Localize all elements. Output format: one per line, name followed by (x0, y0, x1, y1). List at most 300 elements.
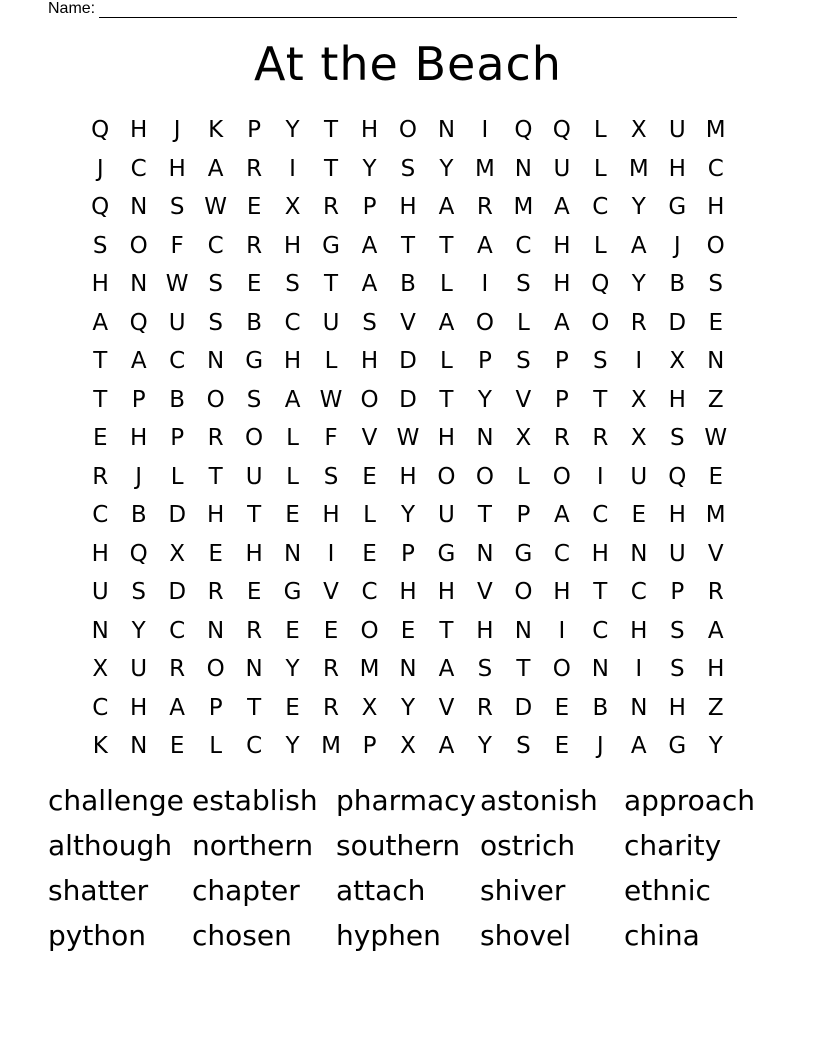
grid-letter: N (283, 540, 302, 567)
word-bank-item: southern (336, 829, 461, 862)
grid-letter: O (475, 309, 494, 336)
grid-letter: R (323, 656, 340, 683)
grid-letter: H (245, 540, 263, 567)
grid-letter: L (286, 425, 299, 452)
grid-letter: S (516, 348, 531, 375)
grid-letter: R (476, 194, 493, 221)
grid-letter: O (706, 232, 725, 259)
grid-letter: X (515, 425, 532, 452)
word-bank-item: shiver (480, 874, 566, 907)
word-bank-item: approach (624, 784, 756, 817)
grid-letter: C (130, 155, 147, 182)
grid-letter: V (477, 579, 493, 606)
grid-letter: A (630, 232, 647, 259)
grid-row (81, 612, 735, 651)
grid-letter: C (284, 309, 301, 336)
grid-letter: I (596, 463, 604, 490)
grid-letter: R (246, 232, 263, 259)
grid-letter: H (668, 386, 686, 413)
grid-letter: G (668, 733, 687, 760)
grid-letter: N (130, 733, 148, 760)
grid-letter: M (705, 117, 726, 144)
grid-letter: U (438, 502, 455, 529)
grid-row (81, 265, 735, 304)
grid-letter: S (516, 271, 531, 298)
grid-letter: N (91, 617, 109, 644)
word-bank-item: pharmacy (336, 784, 477, 817)
grid-letter: N (437, 117, 456, 144)
grid-letter: T (324, 117, 339, 144)
grid-letter: U (168, 309, 186, 336)
grid-letter: A (130, 348, 147, 375)
grid-letter: E (246, 194, 262, 221)
grid-letter: Y (708, 733, 723, 760)
grid-letter: V (438, 694, 455, 721)
grid-letter: C (515, 232, 532, 259)
grid-letter: L (363, 502, 376, 529)
grid-letter: T (247, 502, 262, 529)
grid-letter: P (554, 386, 569, 413)
page-title: At the Beach (254, 37, 562, 91)
grid-letter: A (553, 502, 570, 529)
grid-letter: H (91, 540, 109, 567)
grid-letter: Q (514, 117, 533, 144)
grid-letter: N (591, 656, 609, 683)
grid-letter: B (169, 386, 186, 413)
grid-letter: L (170, 463, 184, 490)
grid-letter: L (593, 117, 607, 144)
grid-letter: C (592, 617, 609, 644)
word-bank-item: northern (192, 829, 314, 862)
grid-letter: H (591, 540, 609, 567)
grid-row (81, 304, 735, 343)
grid-letter: N (130, 194, 148, 221)
grid-letter: N (399, 656, 417, 683)
grid-letter: B (246, 309, 262, 336)
grid-letter: A (438, 309, 455, 336)
grid-row (81, 727, 735, 766)
grid-row (81, 381, 735, 420)
grid-letter: I (558, 617, 566, 644)
grid-letter: S (362, 309, 377, 336)
grid-letter: R (207, 579, 224, 606)
grid-letter: M (513, 194, 534, 221)
grid-letter: O (552, 656, 571, 683)
grid-letter: S (208, 309, 223, 336)
grid-letter: L (440, 348, 453, 375)
grid-letter: E (246, 579, 262, 606)
word-bank-item: although (48, 829, 173, 862)
name-label: Name: (48, 0, 96, 17)
grid-letter: J (135, 463, 143, 490)
grid-letter: C (92, 502, 109, 529)
grid-letter: H (91, 271, 109, 298)
word-bank-item: python (48, 919, 146, 952)
grid-letter: P (247, 117, 262, 144)
grid-letter: O (129, 232, 148, 259)
grid-letter: N (245, 656, 263, 683)
grid-letter: E (169, 733, 185, 760)
grid-row (81, 188, 735, 227)
grid-letter: I (289, 155, 296, 182)
grid-letter: H (322, 502, 340, 529)
grid-letter: T (208, 463, 223, 490)
grid-letter: X (361, 694, 378, 721)
grid-letter: A (477, 232, 493, 259)
grid-letter: N (476, 540, 494, 567)
grid-letter: E (246, 271, 262, 298)
grid-letter: H (168, 155, 186, 182)
grid-letter: G (283, 579, 302, 606)
grid-letter: R (476, 694, 493, 721)
word-search-grid (81, 111, 735, 766)
grid-letter: E (92, 425, 108, 452)
grid-letter: R (207, 425, 224, 452)
grid-letter: P (401, 540, 415, 567)
word-bank-item: challenge (48, 784, 184, 817)
grid-letter: N (707, 348, 725, 375)
grid-letter: D (514, 694, 533, 721)
grid-letter: D (168, 579, 187, 606)
grid-letter: S (169, 194, 185, 221)
grid-letter: D (668, 309, 687, 336)
grid-letter: Y (631, 194, 646, 221)
grid-letter: L (209, 733, 223, 760)
grid-letter: S (669, 425, 685, 452)
word-bank-item: attach (336, 874, 426, 907)
grid-letter: S (92, 232, 108, 259)
grid-row (81, 689, 735, 728)
grid-letter: H (668, 694, 686, 721)
grid-letter: S (323, 463, 339, 490)
grid-letter: S (593, 348, 608, 375)
grid-letter: S (285, 271, 300, 298)
grid-letter: C (169, 617, 186, 644)
grid-row (81, 535, 735, 574)
grid-letter: G (437, 540, 456, 567)
grid-letter: L (516, 463, 530, 490)
grid-letter: S (208, 271, 223, 298)
grid-letter: B (130, 502, 147, 529)
grid-row (81, 419, 735, 458)
grid-letter: Y (131, 617, 146, 644)
grid-letter: P (554, 348, 569, 375)
grid-letter: C (592, 194, 609, 221)
grid-letter: O (591, 309, 610, 336)
grid-letter: A (361, 232, 378, 259)
grid-letter: E (285, 617, 300, 644)
grid-letter: J (673, 232, 681, 259)
grid-letter: B (669, 271, 686, 298)
grid-letter: S (669, 617, 685, 644)
grid-row (81, 496, 735, 535)
grid-letter: N (514, 617, 532, 644)
grid-letter: U (630, 463, 648, 490)
grid-letter: Y (400, 694, 416, 721)
grid-letter: L (593, 232, 607, 259)
grid-letter: Y (631, 271, 646, 298)
grid-letter: H (360, 117, 379, 144)
grid-letter: P (362, 194, 377, 221)
grid-letter: S (669, 656, 685, 683)
grid-letter: Y (285, 733, 300, 760)
name-field (48, 0, 737, 18)
word-bank-item: ostrich (480, 829, 576, 862)
grid-letter: Y (362, 155, 377, 182)
grid-letter: H (553, 232, 571, 259)
grid-letter: E (708, 309, 723, 336)
grid-letter: T (93, 386, 108, 413)
grid-letter: E (362, 463, 377, 490)
grid-letter: H (476, 617, 494, 644)
grid-letter: V (400, 309, 416, 336)
grid-letter: E (362, 540, 377, 567)
grid-letter: Y (439, 155, 454, 182)
word-bank-item: hyphen (336, 919, 441, 952)
word-bank-item: ethnic (624, 874, 711, 907)
grid-letter: Y (285, 656, 300, 683)
grid-letter: M (705, 502, 726, 529)
grid-row (81, 458, 735, 497)
word-bank-item: shovel (480, 919, 572, 952)
grid-letter: S (131, 579, 146, 606)
grid-letter: S (477, 656, 493, 683)
grid-letter: E (285, 502, 300, 529)
grid-letter: T (516, 656, 531, 683)
grid-letter: T (324, 271, 339, 298)
grid-letter: H (130, 694, 148, 721)
grid-row (81, 227, 735, 266)
grid-letter: H (707, 194, 725, 221)
grid-letter: R (553, 425, 570, 452)
grid-row (81, 650, 735, 689)
grid-letter: H (283, 348, 302, 375)
grid-letter: S (516, 733, 531, 760)
grid-letter: X (400, 733, 416, 760)
word-bank-item: china (624, 919, 700, 952)
grid-letter: C (592, 502, 609, 529)
grid-letter: R (246, 155, 263, 182)
grid-letter: N (514, 155, 532, 182)
grid-row (81, 573, 735, 612)
grid-letter: C (707, 155, 724, 182)
grid-letter: S (708, 271, 724, 298)
grid-letter: T (247, 694, 262, 721)
grid-row (81, 150, 735, 189)
grid-letter: T (439, 386, 454, 413)
grid-letter: Q (552, 117, 571, 144)
grid-letter: T (477, 502, 492, 529)
grid-letter: M (359, 656, 380, 683)
grid-letter: C (92, 694, 109, 721)
grid-letter: H (668, 155, 686, 182)
grid-letter: A (707, 617, 724, 644)
grid-letter: U (553, 155, 571, 182)
grid-letter: A (207, 155, 224, 182)
grid-letter: I (635, 348, 643, 375)
grid-letter: W (204, 194, 228, 221)
grid-letter: P (170, 425, 185, 452)
grid-letter: X (169, 540, 186, 567)
word-bank (48, 778, 768, 958)
grid-letter: L (516, 309, 530, 336)
grid-letter: P (208, 694, 223, 721)
word-bank-item: astonish (480, 784, 598, 817)
grid-letter: A (438, 656, 455, 683)
grid-letter: Z (707, 386, 724, 413)
grid-letter: A (169, 694, 186, 721)
grid-letter: O (360, 386, 379, 413)
grid-letter: M (628, 155, 649, 182)
grid-letter: G (245, 348, 264, 375)
grid-letter: C (553, 540, 570, 567)
grid-letter: T (593, 386, 608, 413)
grid-letter: U (668, 540, 686, 567)
grid-letter: A (92, 309, 109, 336)
word-bank-item: establish (192, 784, 318, 817)
grid-letter: O (360, 617, 379, 644)
grid-letter: H (553, 579, 571, 606)
grid-letter: N (630, 694, 648, 721)
grid-letter: K (92, 733, 108, 760)
grid-letter: H (399, 579, 417, 606)
grid-letter: L (440, 271, 453, 298)
word-bank-item: chosen (192, 919, 292, 952)
grid-letter: H (553, 271, 571, 298)
grid-letter: W (165, 271, 189, 298)
grid-letter: D (399, 386, 417, 413)
grid-letter: G (668, 194, 687, 221)
word-bank-item: charity (624, 829, 722, 862)
grid-letter: N (476, 425, 494, 452)
grid-letter: Q (91, 194, 110, 221)
grid-letter: X (669, 348, 686, 375)
grid-letter: A (361, 271, 378, 298)
grid-letter: H (399, 463, 417, 490)
grid-letter: Z (707, 694, 724, 721)
grid-letter: X (630, 425, 647, 452)
grid-letter: B (400, 271, 416, 298)
grid-letter: C (207, 232, 224, 259)
grid-letter: N (207, 348, 225, 375)
grid-letter: E (285, 694, 300, 721)
grid-letter: J (96, 155, 104, 182)
grid-letter: H (437, 579, 456, 606)
grid-letter: W (319, 386, 343, 413)
grid-letter: L (286, 463, 299, 490)
grid-letter: S (400, 155, 416, 182)
grid-letter: P (477, 348, 492, 375)
grid-letter: F (170, 232, 184, 259)
grid-letter: T (400, 232, 416, 259)
grid-letter: M (321, 733, 341, 760)
grid-letter: C (169, 348, 186, 375)
grid-letter: U (668, 117, 686, 144)
word-bank-item: shatter (48, 874, 149, 907)
grid-letter: W (704, 425, 728, 452)
grid-letter: P (516, 502, 531, 529)
grid-letter: O (206, 656, 225, 683)
grid-letter: L (593, 155, 607, 182)
grid-letter: U (91, 579, 109, 606)
grid-letter: B (592, 694, 609, 721)
grid-letter: F (324, 425, 338, 452)
grid-letter: T (324, 155, 339, 182)
grid-letter: H (399, 194, 417, 221)
grid-letter: H (630, 617, 648, 644)
grid-letter: J (596, 733, 604, 760)
grid-letter: O (245, 425, 264, 452)
grid-letter: E (400, 617, 416, 644)
grid-letter: C (361, 579, 378, 606)
grid-letter: H (130, 425, 148, 452)
grid-letter: D (399, 348, 417, 375)
grid-letter: R (630, 309, 647, 336)
grid-letter: T (439, 232, 454, 259)
grid-letter: V (361, 425, 378, 452)
word-bank-item: chapter (192, 874, 300, 907)
grid-letter: U (245, 463, 263, 490)
grid-letter: I (481, 117, 489, 144)
grid-letter: Q (129, 309, 148, 336)
grid-letter: O (514, 579, 533, 606)
grid-letter: A (284, 386, 301, 413)
grid-letter: W (396, 425, 420, 452)
grid-row (81, 342, 735, 381)
grid-letter: C (246, 733, 263, 760)
grid-letter: P (670, 579, 685, 606)
grid-letter: V (707, 540, 724, 567)
grid-letter: R (169, 656, 186, 683)
grid-letter: M (474, 155, 495, 182)
grid-letter: V (323, 579, 339, 606)
grid-letter: N (207, 617, 225, 644)
grid-letter: R (323, 194, 340, 221)
grid-letter: O (437, 463, 456, 490)
grid-letter: A (438, 733, 455, 760)
grid-letter: O (398, 117, 418, 144)
grid-letter: I (327, 540, 335, 567)
grid-letter: N (130, 271, 148, 298)
grid-letter: R (323, 694, 340, 721)
grid-letter: E (708, 463, 723, 490)
grid-letter: G (322, 232, 340, 259)
grid-letter: J (173, 117, 181, 144)
grid-row (81, 111, 735, 150)
grid-letter: X (92, 656, 109, 683)
grid-letter: Q (668, 463, 687, 490)
grid-letter: L (324, 348, 338, 375)
grid-letter: E (323, 617, 339, 644)
grid-letter: O (552, 463, 571, 490)
grid-letter: H (360, 348, 379, 375)
grid-letter: H (668, 502, 686, 529)
grid-letter: N (630, 540, 648, 567)
grid-letter: A (438, 194, 455, 221)
grid-letter: T (93, 348, 108, 375)
grid-letter: H (437, 425, 456, 452)
grid-letter: Q (129, 540, 148, 567)
grid-letter: I (635, 656, 643, 683)
grid-letter: E (631, 502, 647, 529)
grid-letter: A (553, 309, 570, 336)
grid-letter: E (208, 540, 223, 567)
grid-letter: Y (285, 117, 300, 144)
grid-letter: V (515, 386, 532, 413)
grid-letter: X (630, 117, 647, 144)
grid-letter: X (630, 386, 647, 413)
grid-letter: G (514, 540, 533, 567)
